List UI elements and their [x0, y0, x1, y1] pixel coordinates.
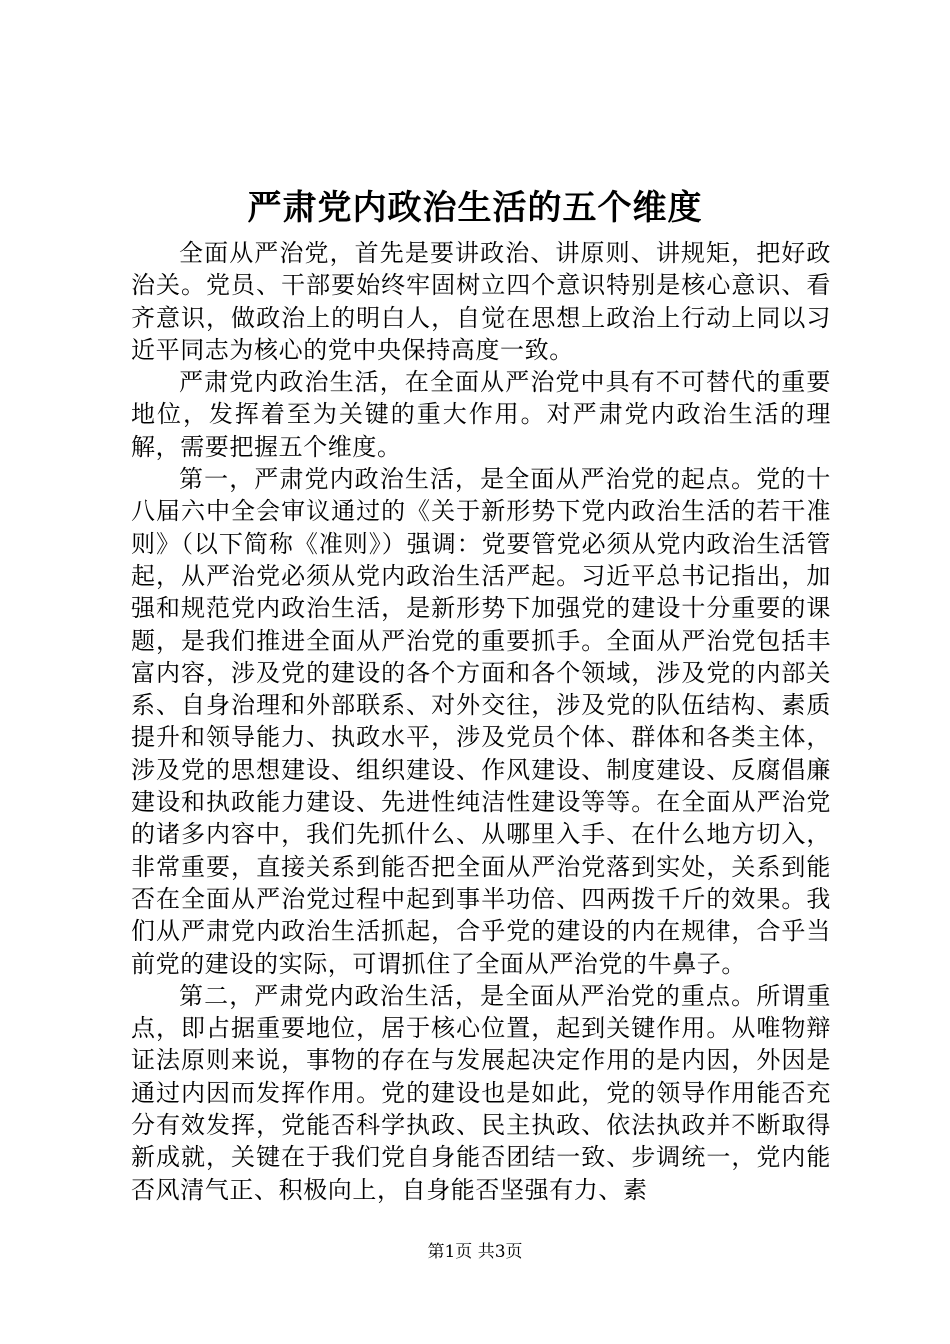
paragraph: 严肃党内政治生活，在全面从严治党中具有不可替代的重要地位，发挥着至为关键的重大作用。对严肃党内政治生活的理解，需要把握五个维度。 — [131, 368, 831, 461]
paragraph: 第二，严肃党内政治生活，是全面从严治党的重点。所谓重点，即占据重要地位，居于核心位置，起到关键作用。从唯物辩证法原则来说，事物的存在与发展起决定作用的是内因，外因是通过内因而发挥作用。党的建设也是如此，党的领导作用能否充分有效发挥，党能否科学执政、民主执政、依法执政并不断取得新成就，关键在于我们党自身能否团结一致、步调统一，党内能否风清气正、积极向上，自身能否坚强有力、素 — [131, 981, 831, 1204]
document-title: 严肃党内政治生活的五个维度 — [247, 188, 703, 228]
document-body — [131, 237, 831, 1206]
paragraph: 第一，严肃党内政治生活，是全面从严治党的起点。党的十八届六中全会审议通过的《关于新形势下党内政治生活的若干准则》（以下简称《准则》）强调：党要管党必须从党内政治生活管起，从严治党必须从党内政治生活严起。习近平总书记指出，加强和规范党内政治生活，是新形势下加强党的建设十分重要的课题，是我们推进全面从严治党的重要抓手。全面从严治党包括丰富内容，涉及党的建设的各个方面和各个领域，涉及党的内部关系、自身治理和外部联系、对外交往，涉及党的队伍结构、素质提升和领导能力、执政水平，涉及党员个体、群体和各类主体，涉及党的思想建设、组织建设、作风建设、制度建设、反腐倡廉建设和执政能力建设、先进性纯洁性建设等等。在全面从严治党的诸多内容中，我们先抓什么、从哪里入手、在什么地方切入，非常重要，直接关系到能否把全面从严治党落到实处，关系到能否在全面从严治党过程中起到事半功倍、四两拨千斤的效果。我们从严肃党内政治生活抓起，合乎党的建设的内在规律，合乎当前党的建设的实际，可谓抓住了全面从严治党的牛鼻子。 — [131, 465, 831, 978]
paragraph: 全面从严治党，首先是要讲政治、讲原则、讲规矩，把好政治关。党员、干部要始终牢固树立四个意识特别是核心意识、看齐意识，做政治上的明白人，自觉在思想上政治上行动上同以习近平同志为核心的党中央保持高度一致。 — [131, 239, 831, 364]
page-number-footer: 第1页 共3页 — [427, 1242, 523, 1262]
